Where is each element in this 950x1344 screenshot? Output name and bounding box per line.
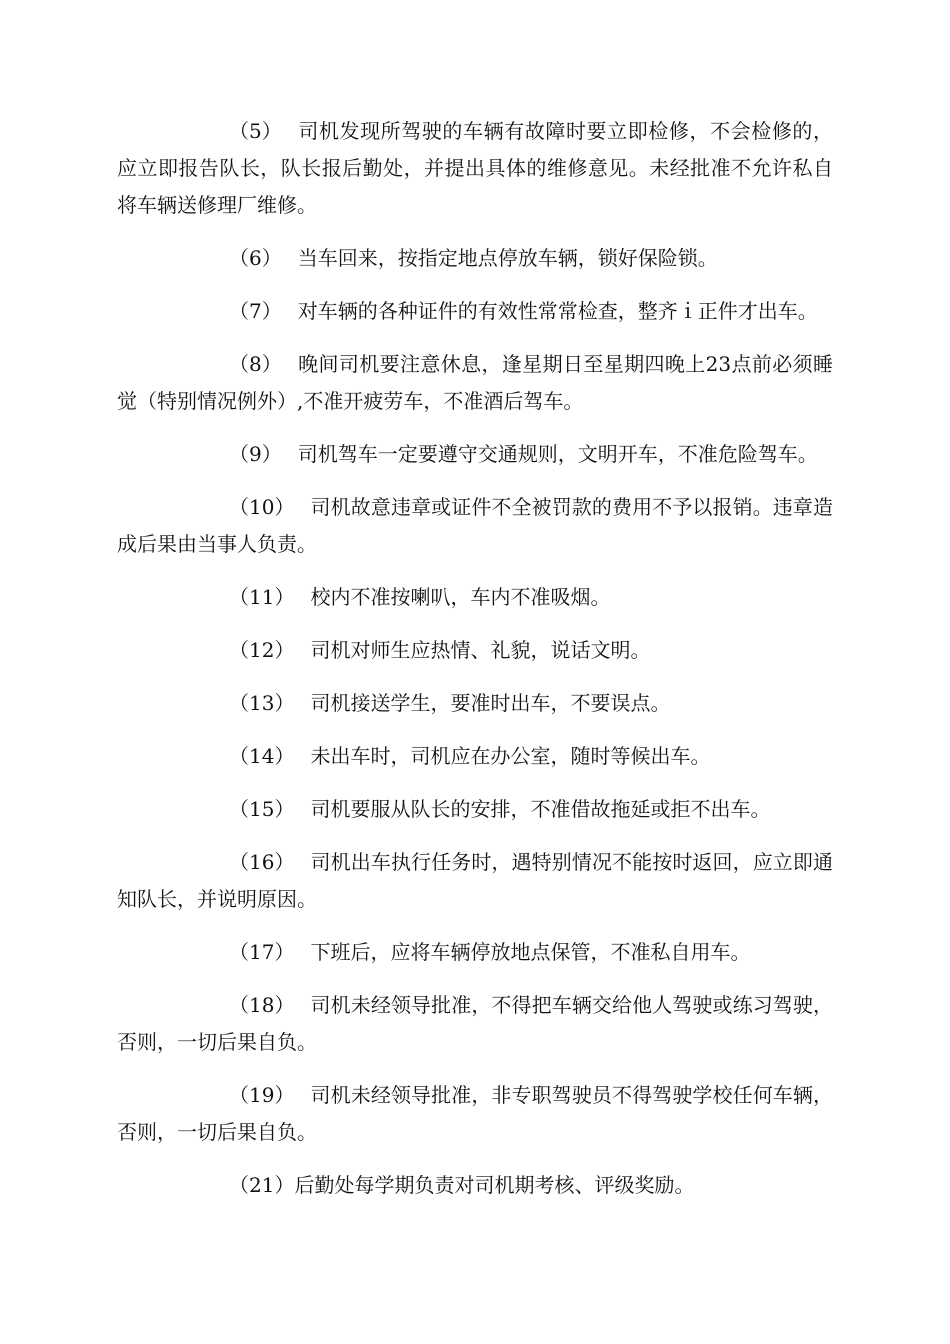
paragraph-number: （11） [229, 585, 295, 609]
paragraph-13 [117, 685, 833, 722]
paragraph-10 [117, 489, 833, 563]
paragraph-6 [117, 240, 833, 277]
paragraph-16 [117, 844, 833, 918]
paragraph-text: 司机未经领导批准，非专职驾驶员不得驾驶学校任何车辆，否则，一切后果自负。 [117, 1083, 833, 1144]
paragraph-number: （13） [229, 691, 295, 715]
paragraph-number: （6） [229, 246, 282, 270]
paragraph-text: 下班后，应将车辆停放地点保管，不准私自用车。 [310, 940, 751, 964]
paragraph-text: 当车回来，按指定地点停放车辆，锁好保险锁。 [297, 246, 718, 270]
paragraph-12 [117, 632, 833, 669]
paragraph-text: 司机对师生应热情、礼貌，说话文明。 [310, 638, 651, 662]
paragraph-number: （21） [229, 1173, 295, 1197]
paragraph-19 [117, 1077, 833, 1151]
document-body [117, 113, 833, 1220]
paragraph-number: （9） [229, 442, 282, 466]
paragraph-text: 司机故意违章或证件不全被罚款的费用不予以报销。违章造成后果由当事人负责。 [117, 495, 833, 556]
paragraph-8 [117, 346, 833, 420]
paragraph-number: （19） [229, 1083, 295, 1107]
paragraph-17 [117, 934, 833, 971]
paragraph-number: （17） [229, 940, 295, 964]
paragraph-number: （7） [229, 299, 282, 323]
paragraph-text: 后勤处每学期负责对司机期考核、评级奖励。 [294, 1173, 695, 1197]
paragraph-number: （12） [229, 638, 295, 662]
paragraph-14 [117, 738, 833, 775]
paragraph-text: 司机出车执行任务时，遇特别情况不能按时返回，应立即通知队长，并说明原因。 [117, 850, 833, 911]
paragraph-number: （8） [229, 352, 282, 376]
paragraph-11 [117, 579, 833, 616]
paragraph-text: 校内不准按喇叭，车内不准吸烟。 [310, 585, 611, 609]
paragraph-number: （14） [229, 744, 295, 768]
paragraph-text: 司机未经领导批准，不得把车辆交给他人驾驶或练习驾驶，否则，一切后果自负。 [117, 993, 833, 1054]
paragraph-number: （16） [229, 850, 295, 874]
paragraph-text: 司机接送学生，要准时出车，不要误点。 [310, 691, 671, 715]
paragraph-number: （10） [229, 495, 295, 519]
paragraph-number: （5） [229, 119, 282, 143]
paragraph-text: 晚间司机要注意休息，逢星期日至星期四晚上23点前必须睡觉（特别情况例外）,不准开疲劳车，不准酒后驾车。 [117, 352, 833, 413]
paragraph-18 [117, 987, 833, 1061]
paragraph-5 [117, 113, 833, 224]
paragraph-text: 司机驾车一定要遵守交通规则，文明开车，不准危险驾车。 [297, 442, 818, 466]
paragraph-text: 司机要服从队长的安排，不准借故拖延或拒不出车。 [310, 797, 771, 821]
paragraph-7 [117, 293, 833, 330]
paragraph-text: 未出车时，司机应在办公室，随时等候出车。 [310, 744, 711, 768]
paragraph-number: （18） [229, 993, 295, 1017]
paragraph-15 [117, 791, 833, 828]
paragraph-21 [117, 1167, 833, 1204]
paragraph-text: 对车辆的各种证件的有效性常常检查，整齐ｉ正件才出车。 [297, 299, 818, 323]
paragraph-number: （15） [229, 797, 295, 821]
paragraph-text: 司机发现所驾驶的车辆有故障时要立即检修，不会检修的，应立即报告队长，队长报后勤处，并提出具体的维修意见。未经批准不允许私自将车辆送修理厂维修。 [117, 119, 833, 217]
paragraph-9 [117, 436, 833, 473]
